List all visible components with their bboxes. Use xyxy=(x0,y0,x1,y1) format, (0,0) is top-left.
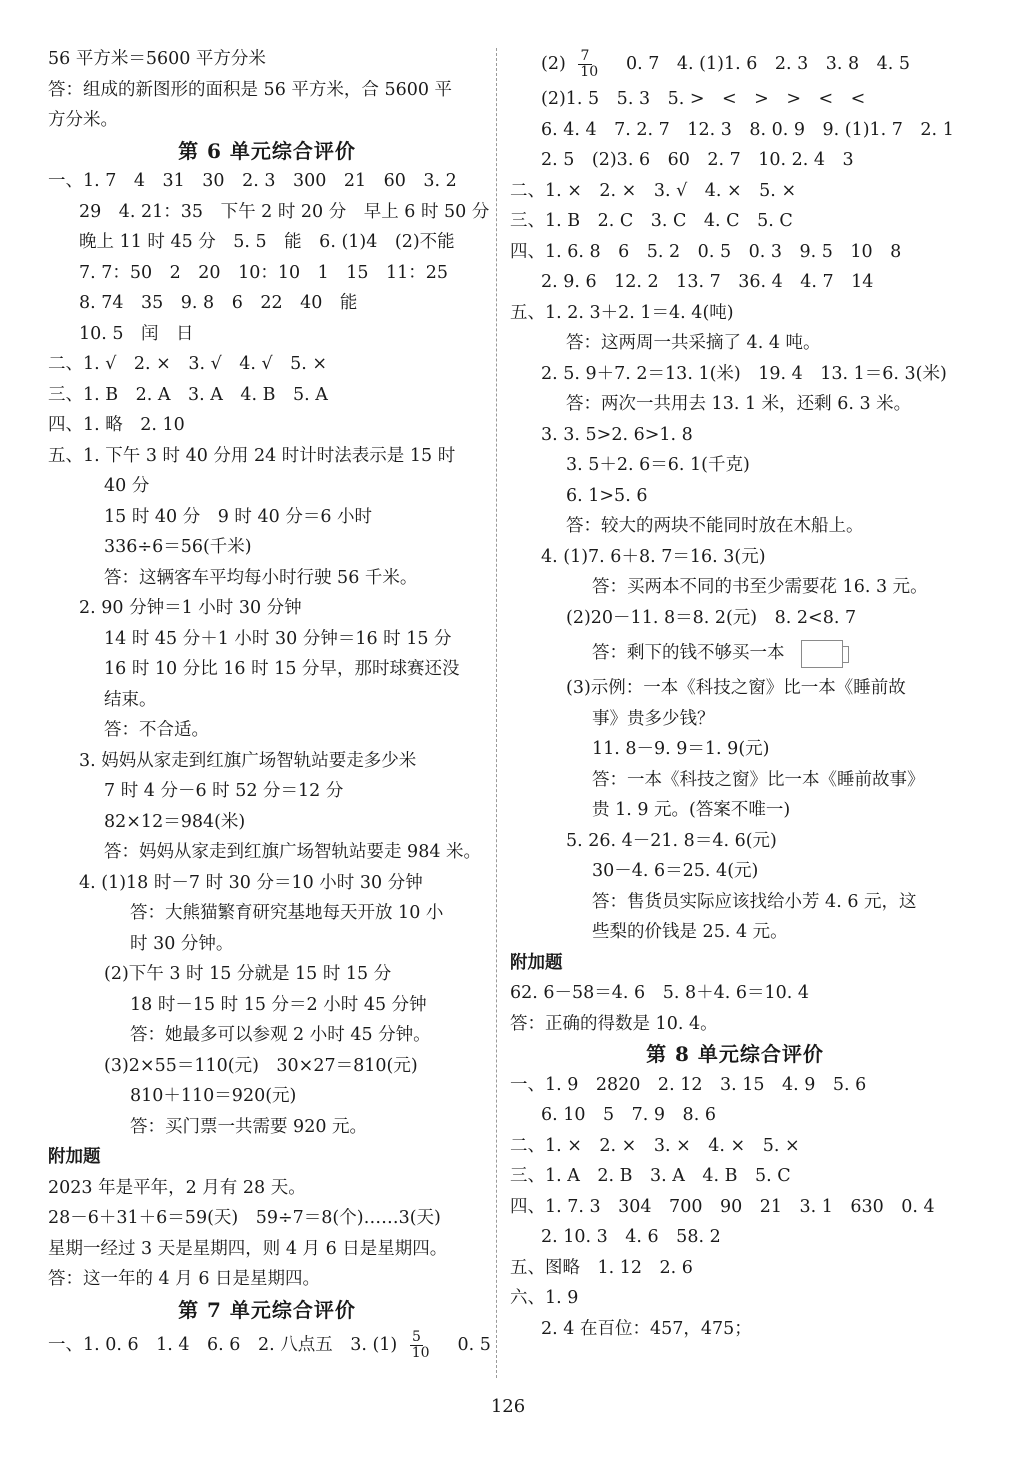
line-text: 一、1. 9 2820 2. 12 3. 15 4. 9 5. 6 xyxy=(510,1074,867,1095)
right-column xyxy=(510,44,960,1344)
line-text: (2) xyxy=(541,54,566,74)
fraction-numerator: 7 xyxy=(578,49,591,65)
answer-line xyxy=(510,1100,960,1131)
line-text: 10. 5 闰 日 xyxy=(79,323,194,344)
answer-line xyxy=(510,389,960,420)
line-text: 答：她最多可以参观 2 小时 45 分钟。 xyxy=(130,1025,431,1045)
answer-line xyxy=(48,380,486,411)
line-text: 附加题 xyxy=(48,1147,101,1167)
answer-line xyxy=(510,44,960,84)
answer-line xyxy=(510,826,960,857)
line-text: 答：售货员实际应该找给小芳 4. 6 元，这 xyxy=(592,891,917,912)
line-text: 29 4. 21：35 下午 2 时 20 分 早上 6 时 50 分 xyxy=(79,201,490,222)
line-text: (3)2×55＝110(元) 30×27＝810(元) xyxy=(104,1055,418,1076)
answer-line xyxy=(48,654,486,685)
line-text: 3. 3. 5>2. 6>1. 8 xyxy=(541,424,693,445)
line-text: 5. 26. 4－21. 8＝4. 6(元) xyxy=(566,830,777,851)
line-text: 附加题 xyxy=(510,952,563,973)
line-text: 三、1. A 2. B 3. A 4. B 5. C xyxy=(510,1166,791,1186)
line-text: 时 30 分钟。 xyxy=(130,933,234,954)
answer-line xyxy=(48,837,486,868)
answer-line xyxy=(48,1173,486,1204)
line-text: 62. 6－58＝4. 6 5. 8＋4. 6＝10. 4 xyxy=(510,983,810,1003)
book-thumbnail-icon xyxy=(801,640,843,668)
answer-line xyxy=(48,441,486,472)
column-divider xyxy=(496,48,497,1378)
line-text: 一、1. 0. 6 1. 4 6. 6 2. 八点五 3. (1) xyxy=(48,1335,398,1355)
line-text: 五、1. 下午 3 时 40 分用 24 时计时法表示是 15 时 xyxy=(48,445,456,466)
answer-line xyxy=(48,959,486,990)
line-text: 答：妈妈从家走到红旗广场智轨站要走 984 米。 xyxy=(104,842,482,862)
answer-line xyxy=(510,481,960,512)
line-text: 第 7 单元综合评价 xyxy=(178,1297,356,1322)
answer-line xyxy=(510,237,960,268)
line-text: 方分米。 xyxy=(48,110,118,130)
answer-line xyxy=(510,176,960,207)
answer-line xyxy=(48,898,486,929)
line-text: 三、1. B 2. A 3. A 4. B 5. A xyxy=(48,384,328,405)
fraction-numerator: 5 xyxy=(410,1330,423,1346)
answer-line xyxy=(510,145,960,176)
line-text: 4. (1)18 时－7 时 30 分＝10 小时 30 分钟 xyxy=(79,872,423,893)
answer-line xyxy=(48,807,486,838)
line-text: 14 时 45 分＋1 小时 30 分钟＝16 时 15 分 xyxy=(104,628,452,649)
line-text: 18 时－15 时 15 分＝2 小时 45 分钟 xyxy=(130,994,427,1015)
line-text: 答：正确的得数是 10. 4。 xyxy=(510,1013,718,1034)
answer-line xyxy=(510,328,960,359)
line-text: 第 8 单元综合评价 xyxy=(646,1042,824,1066)
line-text: 事》贵多少钱？ xyxy=(592,708,715,729)
answer-line xyxy=(510,1070,960,1101)
fraction xyxy=(578,49,600,80)
answer-line xyxy=(48,105,486,136)
line-text: 2023 年是平年，2 月有 28 天。 xyxy=(48,1177,306,1198)
line-text: (2)下午 3 时 15 分就是 15 时 15 分 xyxy=(104,964,392,984)
answer-line xyxy=(510,633,960,673)
answer-line xyxy=(510,115,960,146)
line-text: 五、图略 1. 12 2. 6 xyxy=(510,1257,693,1278)
answer-line xyxy=(48,288,486,319)
answer-line xyxy=(510,511,960,542)
line-text: 答：买两本不同的书至少需要花 16. 3 元。 xyxy=(592,577,928,597)
answer-line xyxy=(510,856,960,887)
answer-line xyxy=(48,44,486,75)
line-text: 40 分 xyxy=(104,476,150,496)
answer-line xyxy=(48,1234,486,1265)
line-text: 二、1. × 2. × 3. √ 4. × 5. × xyxy=(510,180,797,201)
answer-line xyxy=(510,704,960,735)
line-text: 28－6＋31＋6＝59(天) 59÷7＝8(个)……3(天) xyxy=(48,1208,441,1228)
answer-line xyxy=(510,542,960,573)
line-text: 15 时 40 分 9 时 40 分＝6 小时 xyxy=(104,506,373,527)
line-text: 2. 5 (2)3. 6 60 2. 7 10. 2. 4 3 xyxy=(541,150,854,170)
answer-line xyxy=(510,298,960,329)
line-text: 答：大熊猫繁育研究基地每天开放 10 小 xyxy=(130,903,444,923)
line-text: 56 平方米＝5600 平方分米 xyxy=(48,49,266,69)
answer-line xyxy=(510,1253,960,1284)
line-text: 二、1. √ 2. × 3. √ 4. √ 5. × xyxy=(48,354,328,374)
answer-line xyxy=(510,206,960,237)
answer-line xyxy=(510,1192,960,1223)
answer-line xyxy=(48,75,486,106)
section-heading xyxy=(510,1039,960,1070)
answer-line xyxy=(48,197,490,228)
answer-line xyxy=(48,166,486,197)
line-text: 4. (1)7. 6＋8. 7＝16. 3(元) xyxy=(541,546,766,567)
answer-line xyxy=(48,685,486,716)
answer-line xyxy=(510,673,960,704)
line-text: (2)1. 5 5. 3 5. > < > > < < xyxy=(541,89,866,109)
line-text: 82×12＝984(米) xyxy=(104,811,246,832)
line-text: 810＋110＝920(元) xyxy=(130,1086,297,1106)
answer-line xyxy=(48,532,486,563)
answer-line xyxy=(510,267,960,298)
line-text: (2)20－11. 8＝8. 2(元) 8. 2<8. 7 xyxy=(566,607,857,628)
page-number: 126 xyxy=(490,1396,526,1417)
answer-line xyxy=(48,1081,486,1112)
line-text: 2. 5. 9＋7. 2＝13. 1(米) 19. 4 13. 1＝6. 3(米) xyxy=(541,363,947,384)
answer-line xyxy=(48,1112,486,1143)
line-text: 6. 4. 4 7. 2. 7 12. 3 8. 0. 9 9. (1)1. 7 2. 1 xyxy=(541,119,954,140)
line-text: 六、1. 9 xyxy=(510,1288,579,1308)
left-column xyxy=(48,44,491,1365)
section-heading xyxy=(510,948,960,979)
answer-line xyxy=(48,593,486,624)
line-text: 6. 10 5 7. 9 8. 6 xyxy=(541,1105,716,1125)
line-text: 四、1. 略 2. 10 xyxy=(48,415,185,435)
answer-line xyxy=(510,1161,960,1192)
answer-line xyxy=(510,1314,960,1345)
answer-line xyxy=(48,258,486,289)
answer-line xyxy=(48,1020,486,1051)
answer-line xyxy=(510,1009,960,1040)
answer-line xyxy=(48,471,486,502)
answer-line xyxy=(510,1283,960,1314)
fraction-denominator: 10 xyxy=(580,64,599,80)
line-text: 6. 1>5. 6 xyxy=(566,485,648,506)
line-text: 3. 妈妈从家走到红旗广场智轨站要走多少米 xyxy=(79,750,417,771)
line-text: 三、1. B 2. C 3. C 4. C 5. C xyxy=(510,211,793,231)
answer-line xyxy=(510,1131,960,1162)
line-text: 答：这辆客车平均每小时行驶 56 千米。 xyxy=(104,567,418,588)
answer-line xyxy=(48,349,486,380)
line-text: 答：这一年的 4 月 6 日是星期四。 xyxy=(48,1269,321,1289)
line-text: 一、1. 7 4 31 30 2. 3 300 21 60 3. 2 xyxy=(48,171,457,191)
answer-line xyxy=(510,572,960,603)
answer-line xyxy=(510,734,960,765)
answer-line xyxy=(510,1222,960,1253)
answer-line xyxy=(48,624,486,655)
answer-line xyxy=(510,359,960,390)
line-text: 些梨的价钱是 25. 4 元。 xyxy=(592,922,788,942)
line-text: 16 时 10 分比 16 时 15 分早，那时球赛还没 xyxy=(104,659,460,679)
line-text: 30－4. 6＝25. 4(元) xyxy=(592,861,759,881)
line-text: 答：一本《科技之窗》比一本《睡前故事》 xyxy=(592,769,925,790)
answer-line xyxy=(48,929,486,960)
line-text: 3. 5＋2. 6＝6. 1(千克) xyxy=(566,455,750,475)
line-text: 2. 4 在百位：457，475； xyxy=(541,1318,752,1339)
line-text: 2. 10. 3 4. 6 58. 2 xyxy=(541,1227,721,1247)
line-text: 336÷6＝56(千米) xyxy=(104,537,252,557)
fraction xyxy=(410,1330,432,1361)
answer-line xyxy=(48,227,486,258)
line-text: 星期一经过 3 天是星期四，则 4 月 6 日是星期四。 xyxy=(48,1238,448,1259)
answer-line xyxy=(510,765,960,796)
answer-line xyxy=(48,1325,491,1365)
answer-line xyxy=(510,795,960,826)
line-text: 五、1. 2. 3＋2. 1＝4. 4(吨) xyxy=(510,302,734,323)
answer-line xyxy=(48,319,486,350)
line-text: 答：剩下的钱不够买一本 xyxy=(592,643,785,663)
answer-line xyxy=(48,563,486,594)
section-heading xyxy=(48,1142,486,1173)
line-text-continued: 0. 7 4. (1)1. 6 2. 3 3. 8 4. 5 xyxy=(608,54,911,74)
line-text: 2. 9. 6 12. 2 13. 7 36. 4 4. 7 14 xyxy=(541,272,874,292)
line-text: 第 6 单元综合评价 xyxy=(178,138,356,163)
answer-line xyxy=(48,1264,486,1295)
line-text: 晚上 11 时 45 分 5. 5 能 6. (1)4 (2)不能 xyxy=(79,232,455,252)
line-text: 7. 7：50 2 20 10：10 1 15 11：25 xyxy=(79,262,449,283)
answer-line xyxy=(48,868,486,899)
answer-line xyxy=(48,715,486,746)
line-text-continued: 0. 5 xyxy=(439,1335,491,1355)
line-text: 8. 74 35 9. 8 6 22 40 能 xyxy=(79,293,358,313)
line-text: 2. 90 分钟＝1 小时 30 分钟 xyxy=(79,598,302,618)
answer-line xyxy=(510,978,960,1009)
answer-line xyxy=(510,84,960,115)
answer-line xyxy=(510,887,960,918)
line-text: 答：两次一共用去 13. 1 米，还剩 6. 3 米。 xyxy=(566,394,912,414)
line-text: (3)示例：一本《科技之窗》比一本《睡前故 xyxy=(566,678,906,698)
answer-line xyxy=(48,1203,486,1234)
line-text: 贵 1. 9 元。(答案不唯一) xyxy=(592,800,791,820)
line-text: 7 时 4 分－6 时 52 分＝12 分 xyxy=(104,781,344,801)
line-text: 四、1. 6. 8 6 5. 2 0. 5 0. 3 9. 5 10 8 xyxy=(510,241,902,262)
line-text: 答：这两周一共采摘了 4. 4 吨。 xyxy=(566,333,821,353)
answer-line xyxy=(48,990,486,1021)
line-text: 11. 8－9. 9＝1. 9(元) xyxy=(592,739,770,759)
line-text: 答：组成的新图形的面积是 56 平方米，合 5600 平 xyxy=(48,79,453,100)
line-text: 答：较大的两块不能同时放在木船上。 xyxy=(566,516,864,536)
answer-line xyxy=(48,746,486,777)
answer-line xyxy=(510,603,960,634)
line-text: 答：不合适。 xyxy=(104,720,209,740)
line-text: 二、1. × 2. × 3. × 4. × 5. × xyxy=(510,1135,800,1156)
line-text: 结束。 xyxy=(104,689,157,710)
answer-line xyxy=(48,410,486,441)
answer-line xyxy=(48,776,486,807)
line-text: 四、1. 7. 3 304 700 90 21 3. 1 630 0. 4 xyxy=(510,1196,935,1217)
answer-line xyxy=(510,420,960,451)
section-heading xyxy=(48,136,486,167)
line-text: 答：买门票一共需要 920 元。 xyxy=(130,1116,368,1137)
answer-line xyxy=(48,502,486,533)
answer-line xyxy=(510,450,960,481)
fraction-denominator: 10 xyxy=(411,1345,430,1361)
answer-line xyxy=(48,1051,486,1082)
section-heading xyxy=(48,1295,486,1326)
answer-line xyxy=(510,917,960,948)
